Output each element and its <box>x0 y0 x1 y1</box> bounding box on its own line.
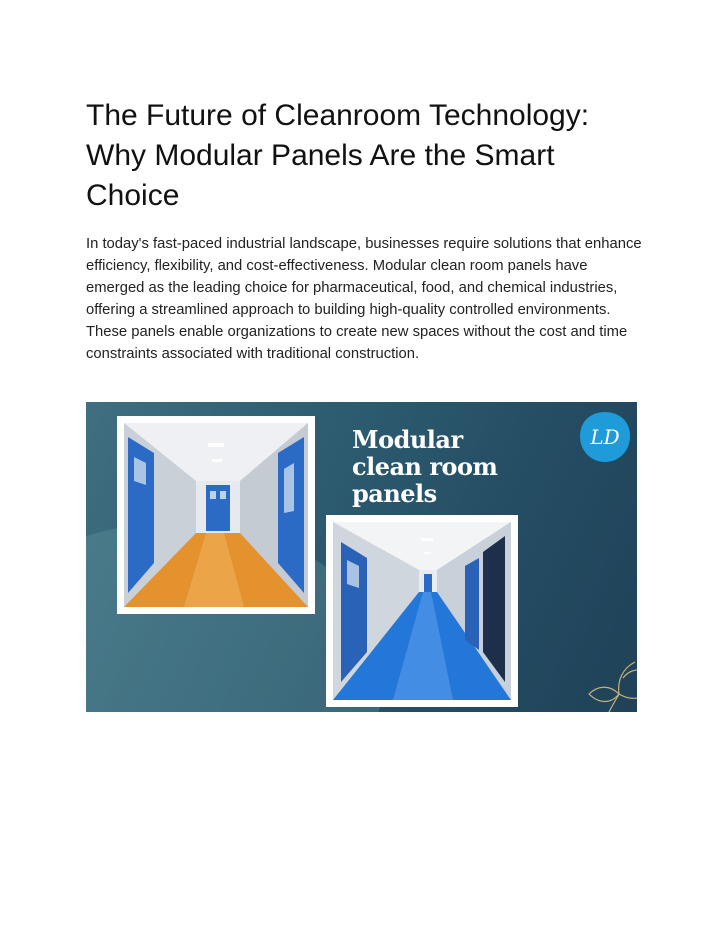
corridor-orange-floor-illustration <box>124 423 308 607</box>
company-logo-text: LD <box>590 425 620 449</box>
banner-heading-line-3: panels <box>352 479 437 508</box>
banner-heading-line-2: clean room <box>352 452 498 481</box>
banner-heading <box>352 426 497 507</box>
cleanroom-corridor-photo-blue-floor <box>326 515 518 707</box>
banner-heading-line-1: Modular <box>352 425 463 454</box>
article-title: The Future of Cleanroom Technology: Why Modular Panels Are the Smart Choice <box>86 99 590 212</box>
modular-clean-room-banner <box>86 402 637 712</box>
company-logo-icon <box>578 410 632 464</box>
corridor-blue-floor-illustration <box>333 522 511 700</box>
article-intro-paragraph: In today's fast-paced industrial landscape, businesses require solutions that enhance efficiency, flexibility, and cost-effectiveness. Modular clean room panels have emerged as the leading choice for pharmaceutical, food, and chemical industries, offering a streamlined approach to building high-quality controlled environments. These panels enable organizations to create new spaces without the cost and time constraints associated with traditional construction. <box>86 236 642 362</box>
cleanroom-corridor-photo-orange-floor <box>117 416 315 614</box>
decorative-flower-icon <box>579 634 637 712</box>
